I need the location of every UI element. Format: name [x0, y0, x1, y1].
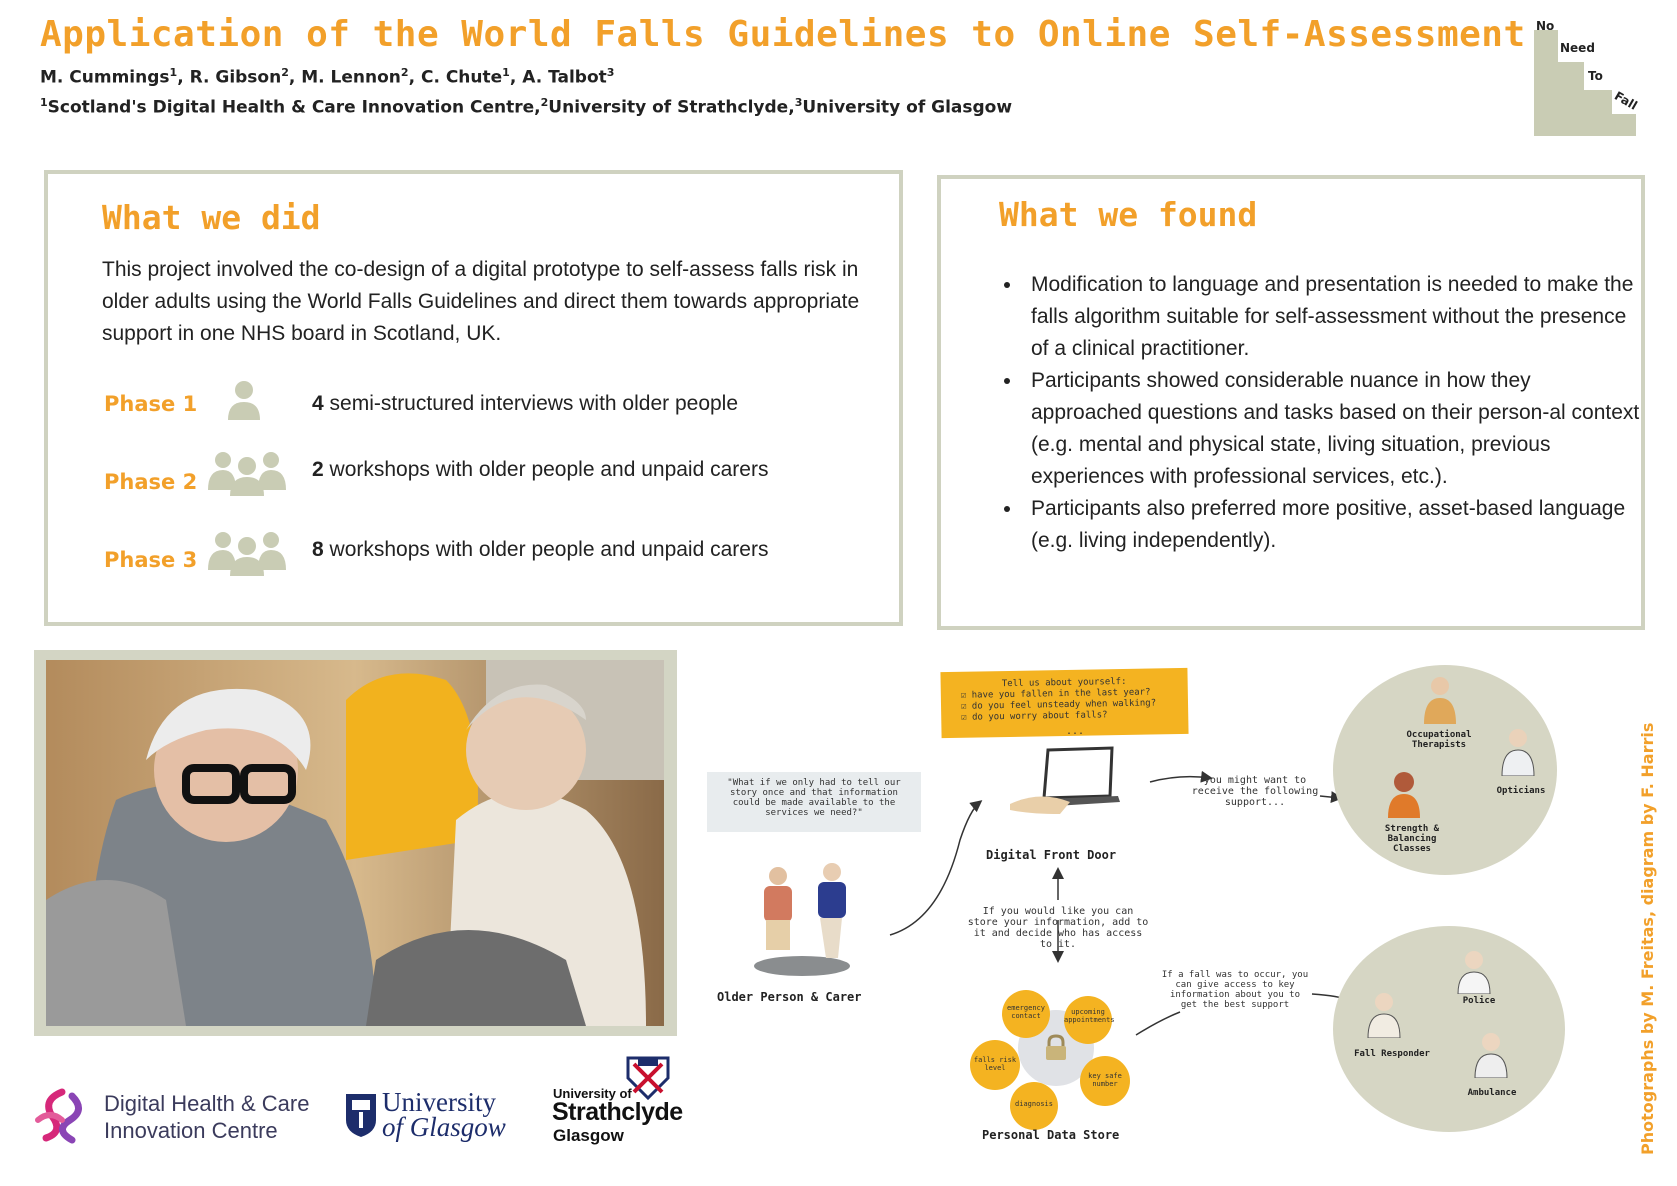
photo-credit: Photographs by M. Freitas, diagram by F. Harris: [1638, 722, 1657, 1155]
glasgow-crest-icon: [344, 1092, 378, 1142]
affiliation-list: $^1$Scotland's Digital Health & Care Innovation Centre,$^2$University of Strathclyde,$^3$University of Glasgow: [40, 96, 1013, 118]
fall-note: If a fall was to occur, you can give access to key information about you to get the best support: [1161, 970, 1309, 1010]
author: R. Gibson: [189, 67, 282, 88]
svg-text:To: To: [1588, 69, 1603, 83]
workshop-photo: [46, 660, 664, 1026]
section-title: What we found: [999, 195, 1258, 234]
findings-list: [989, 269, 1643, 557]
lock-icon: [1043, 1034, 1069, 1066]
responder-figure: [1364, 990, 1404, 1042]
author: M. Lennon: [301, 67, 401, 88]
emergency-role: Police: [1462, 996, 1496, 1006]
poster-title: Application of the World Falls Guidelines to Online Self-Assessment: [40, 14, 1526, 55]
phase-label: Phase 2: [104, 470, 198, 494]
store-item: falls risk level: [970, 1040, 1020, 1090]
self-assessment-form-note: Tell us about yourself: ☑ have you fallen in the last year? ☑ do you feel unsteady when walking? ☑ do you worry about falls?: [940, 668, 1188, 738]
finding-item: • Participants also preferred more positive, asset-based language (e.g. living independently).: [1023, 493, 1643, 557]
strathclyde-logo-city: Glasgow: [553, 1126, 624, 1145]
dhci-logo-mark: [32, 1086, 90, 1150]
section-title: What we did: [102, 198, 321, 237]
glasgow-logo-text: University of Glasgow: [382, 1087, 506, 1142]
speech-note: "What if we only had to tell our story once and that information could be made available to the services we need?": [707, 772, 921, 832]
finding-item: • Participants showed considerable nuance in how they approached questions and tasks based on their person-al context (e.g. mental and physical state, living situation, previous experiences with professional services, etc.).: [1023, 365, 1643, 493]
affiliation: University of Glasgow: [802, 97, 1013, 118]
dhci-logo-text: Digital Health & Care Innovation Centre: [104, 1091, 310, 1143]
digital-front-door-label: Digital Front Door: [986, 848, 1117, 862]
no-need-to-fall-logo: [1532, 18, 1638, 138]
svg-text:Fall: Fall: [1612, 88, 1638, 113]
support-role: Occupational Therapists: [1406, 730, 1472, 750]
svg-text:No: No: [1536, 19, 1555, 33]
what-we-did-panel: [44, 170, 903, 626]
phase-label: Phase 3: [104, 548, 198, 572]
affiliation: Scotland's Digital Health & Care Innovation Centre,: [47, 97, 541, 118]
support-role: Opticians: [1496, 786, 1546, 796]
therapist-figure: [1420, 674, 1460, 728]
phase-description: 4 semi-structured interviews with older people: [312, 392, 739, 415]
optician-figure: [1500, 726, 1536, 780]
store-item: upcoming appointments: [1064, 996, 1112, 1044]
project-description: This project involved the co-design of a digital prototype to self-assess falls risk in older adults using the World Falls Guidelines and direct them towards appropriate support in one NHS board in Scotland, UK.: [102, 258, 860, 345]
emergency-role: Fall Responder: [1354, 1049, 1430, 1059]
emergency-role: Ambulance: [1467, 1088, 1517, 1098]
author: A. Talbot: [522, 67, 607, 88]
author-list: M. Cummings$^1$, R. Gibson$^2$, M. Lennon$^2$, C. Chute$^1$, A. Talbot$^3$: [40, 66, 615, 88]
single-person-icon: [226, 380, 262, 424]
group-icon: [208, 450, 286, 500]
personal-data-store-label: Personal Data Store: [982, 1128, 1120, 1142]
finding-item: • Modification to language and presentation is needed to make the falls algorithm suitable for self-assessment without the presence of a clinical practitioner.: [1023, 269, 1643, 365]
svg-text:Need: Need: [1560, 41, 1595, 55]
ambulance-figure: [1472, 1030, 1510, 1082]
support-note: you might want to receive the following support...: [1191, 775, 1319, 808]
store-item: diagnosis: [1010, 1082, 1058, 1130]
police-figure: [1456, 948, 1492, 998]
author: C. Chute: [420, 67, 503, 88]
phase-label: Phase 1: [104, 392, 198, 416]
store-item: emergency contact: [1002, 990, 1050, 1038]
older-person-label: Older Person & Carer: [717, 990, 862, 1004]
what-we-found-panel: [937, 175, 1645, 630]
instructor-figure: [1384, 768, 1424, 822]
phase-description: 2 workshops with older people and unpaid carers: [312, 458, 769, 481]
strathclyde-logo-name: Strathclyde: [552, 1098, 683, 1126]
affiliation: University of Strathclyde,: [548, 97, 795, 118]
store-item: key safe number: [1080, 1056, 1130, 1106]
strathclyde-logo-line: University of: [553, 1086, 632, 1101]
form-ellipsis: ...: [1066, 726, 1085, 737]
store-note: If you would like you can store your information, add to it and decide who has access to it.: [967, 906, 1149, 950]
support-role: Strength & Balancing Classes: [1384, 824, 1440, 854]
group-icon: [208, 530, 286, 580]
author: M. Cummings: [40, 67, 170, 88]
phase-description: 8 workshops with older people and unpaid carers: [312, 538, 769, 561]
